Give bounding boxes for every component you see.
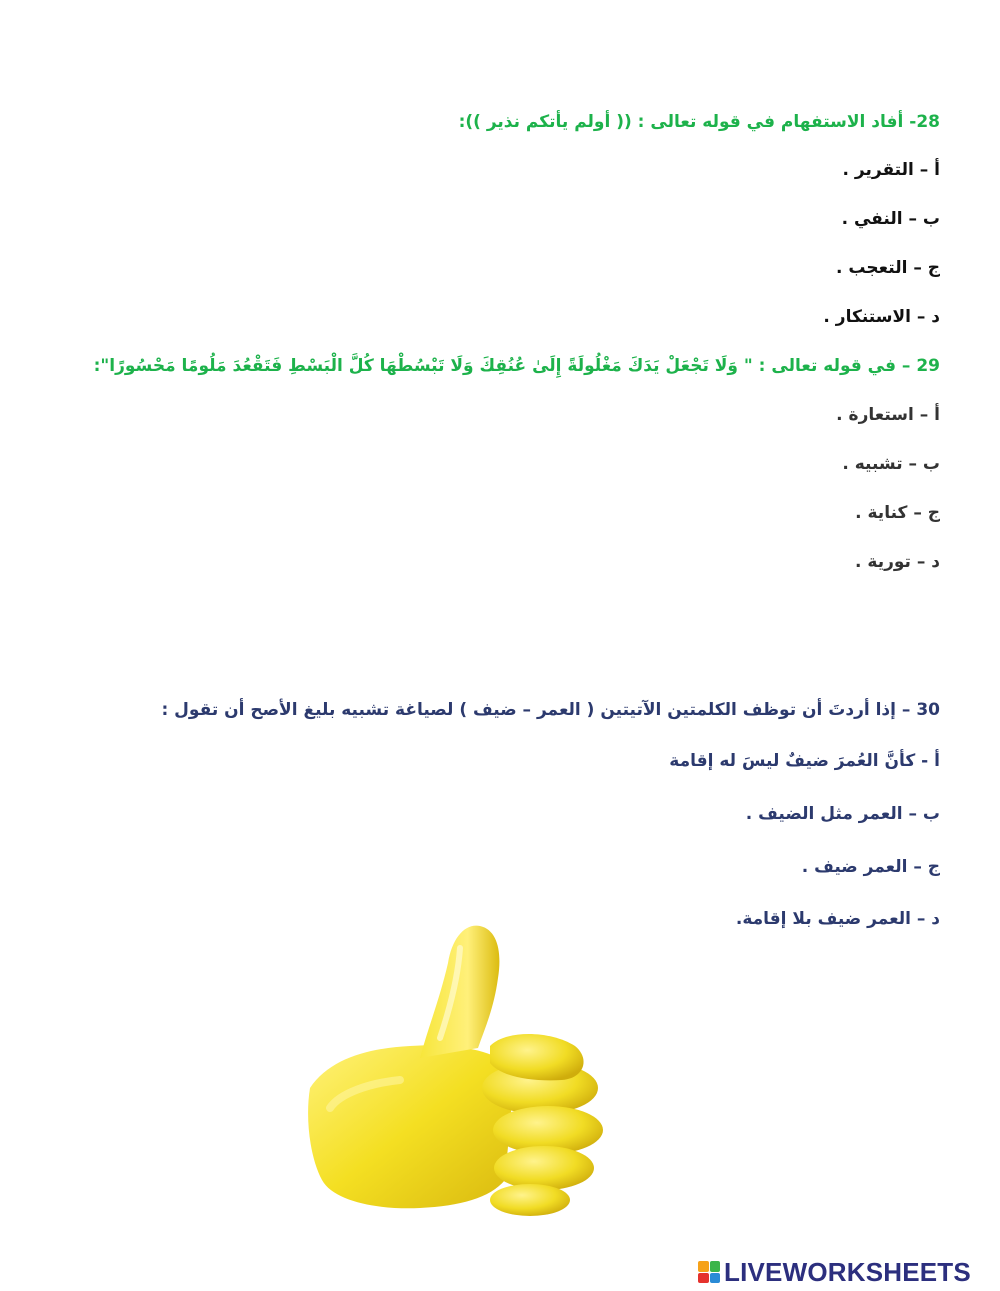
- question-28-option-a[interactable]: أ – التقرير .: [842, 160, 940, 180]
- question-28-prompt: 28- أفاد الاستفهام في قوله تعالى : (( أولم يأتكم نذير )):: [458, 112, 940, 132]
- question-30-option-a[interactable]: أ - كأنَّ العُمرَ ضيفٌ ليسَ له إقامة: [669, 751, 940, 771]
- thumbs-up-icon: [300, 918, 610, 1218]
- question-29-option-a[interactable]: أ – استعارة .: [836, 405, 940, 425]
- question-29-prompt: 29 – في قوله تعالى : " وَلَا تَجْعَلْ يَدَكَ مَغْلُولَةً إِلَىٰ عُنُقِكَ وَلَا تَبْسُطْهَا كُلَّ الْبَسْطِ فَتَقْعُدَ مَلُومًا مَحْسُورًا":: [93, 356, 940, 376]
- question-28-option-b[interactable]: ب – النفي .: [841, 209, 940, 229]
- question-28-option-d[interactable]: د – الاستنكار .: [823, 307, 940, 327]
- question-30-prompt: 30 – إذا أردتَ أن توظف الكلمتين الآتيتين ( العمر – ضيف ) لصياغة تشبيه بليغ الأصح أن تقول :: [161, 700, 940, 720]
- liveworksheets-logo-icon: [698, 1261, 720, 1283]
- question-30-option-c[interactable]: ج – العمر ضيف .: [801, 857, 940, 877]
- watermark-text: LIVEWORKSHEETS: [724, 1256, 971, 1287]
- question-29-option-b[interactable]: ب – تشبيه .: [842, 454, 940, 474]
- question-30-option-d[interactable]: د – العمر ضيف بلا إقامة.: [735, 909, 940, 929]
- question-29-option-d[interactable]: د – تورية .: [855, 552, 940, 572]
- question-30-option-b[interactable]: ب – العمر مثل الضيف .: [745, 804, 940, 824]
- liveworksheets-watermark: [698, 1257, 971, 1287]
- question-29-option-c[interactable]: ج – كناية .: [855, 503, 940, 523]
- question-28-option-c[interactable]: ج – التعجب .: [836, 258, 940, 278]
